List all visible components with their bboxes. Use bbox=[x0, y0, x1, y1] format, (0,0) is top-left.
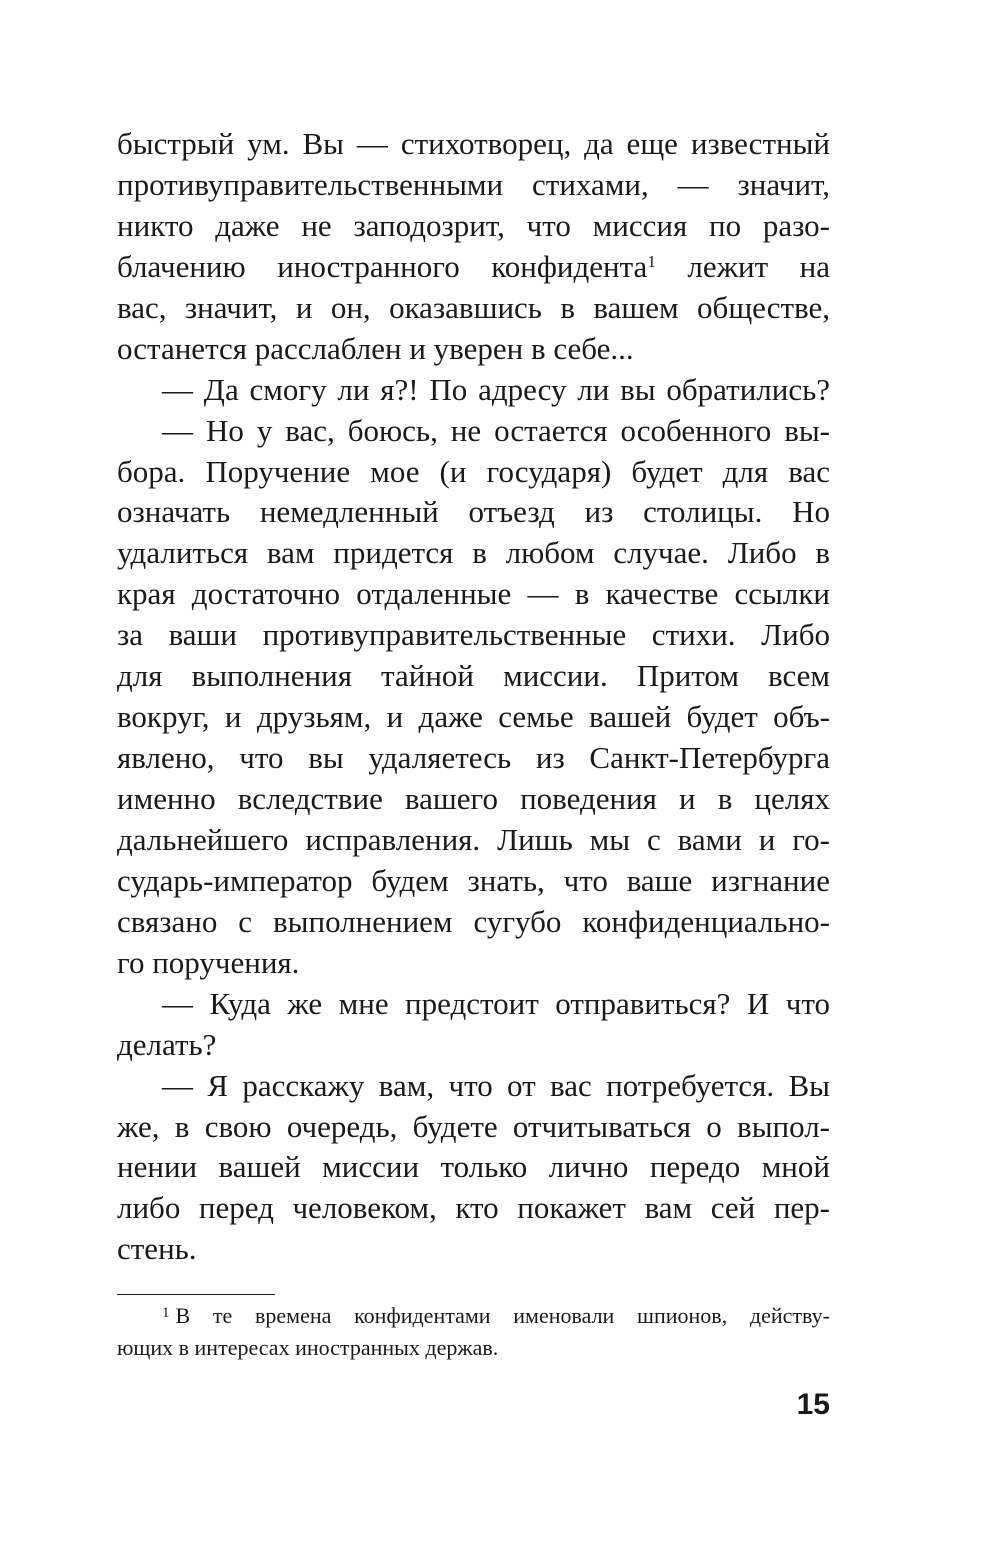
text-line: бора. Поручение мое (и государя) будет для вас bbox=[117, 453, 830, 489]
text-fragment: лежит на bbox=[687, 248, 831, 284]
text-line: никто даже не заподозрит, что миссия по разо- bbox=[117, 207, 830, 243]
text-line: края достаточно отдаленные — в качестве ссылки bbox=[117, 576, 830, 612]
text-line: означать немедленный отъезд из столицы. Но bbox=[117, 494, 830, 530]
text-line-with-footnote bbox=[117, 247, 830, 288]
page-number: 15 bbox=[796, 1388, 830, 1421]
text-line: нении вашей миссии только лично передо мной bbox=[117, 1149, 830, 1185]
dialogue-line: — Да смогу ли я?! По адресу ли вы обратились? bbox=[162, 371, 830, 407]
dialogue-line: — Куда же мне предстоит отправиться? И что bbox=[162, 985, 830, 1021]
text-line: вас, значит, и он, оказавшись в вашем обществе, bbox=[117, 289, 830, 325]
text-line: явлено, что вы удаляетесь из Санкт-Петербурга bbox=[117, 740, 830, 776]
footnote bbox=[117, 1300, 830, 1364]
text-line: удалиться вам придется в любом случае. Либо в bbox=[117, 535, 830, 571]
text-line: дальнейшего исправления. Лишь мы с вами и го- bbox=[117, 821, 830, 857]
footnote-mark: 1 bbox=[162, 1305, 170, 1321]
text-line: стень. bbox=[117, 1231, 197, 1267]
text-line: вокруг, и друзьям, и даже семье вашей будет объ- bbox=[117, 699, 830, 735]
main-text bbox=[117, 124, 830, 1270]
text-line: быстрый ум. Вы — стихотворец, да еще известный bbox=[117, 126, 830, 161]
text-line: противуправительственными стихами, — значит, bbox=[117, 166, 830, 202]
footnote-divider bbox=[117, 1294, 275, 1295]
footnote-reference: 1 bbox=[647, 251, 656, 271]
text-line: именно вследствие вашего поведения и в целях bbox=[117, 781, 830, 816]
footnote-text: В те времена конфидентами именовали шпионов, действу- bbox=[175, 1303, 830, 1328]
text-line: останется расслаблен и уверен в себе... bbox=[117, 330, 634, 366]
dialogue-line: — Но у вас, боюсь, не остается особенного вы- bbox=[162, 412, 830, 448]
text-line: либо перед человеком, кто покажет вам сей пер- bbox=[117, 1190, 830, 1226]
text-line: делать? bbox=[117, 1026, 217, 1062]
text-line: для выполнения тайной миссии. Притом всем bbox=[117, 658, 830, 694]
text-line: же, в свою очередь, будете отчитываться о выпол- bbox=[117, 1108, 830, 1144]
text-line: связано с выполнением сугубо конфиденциально- bbox=[117, 903, 830, 939]
text-line: го поручения. bbox=[117, 944, 300, 980]
text-line: за ваши противуправительственные стихи. Либо bbox=[117, 617, 830, 653]
footnote-line bbox=[117, 1300, 830, 1332]
footnote-line: ющих в интересах иностранных держав. bbox=[117, 1335, 499, 1360]
text-line: сударь-император будем знать, что ваше изгнание bbox=[117, 862, 830, 898]
text-fragment: блачению иностранного конфидента bbox=[117, 248, 648, 284]
dialogue-line: — Я расскажу вам, что от вас потребуется. Вы bbox=[162, 1067, 830, 1103]
